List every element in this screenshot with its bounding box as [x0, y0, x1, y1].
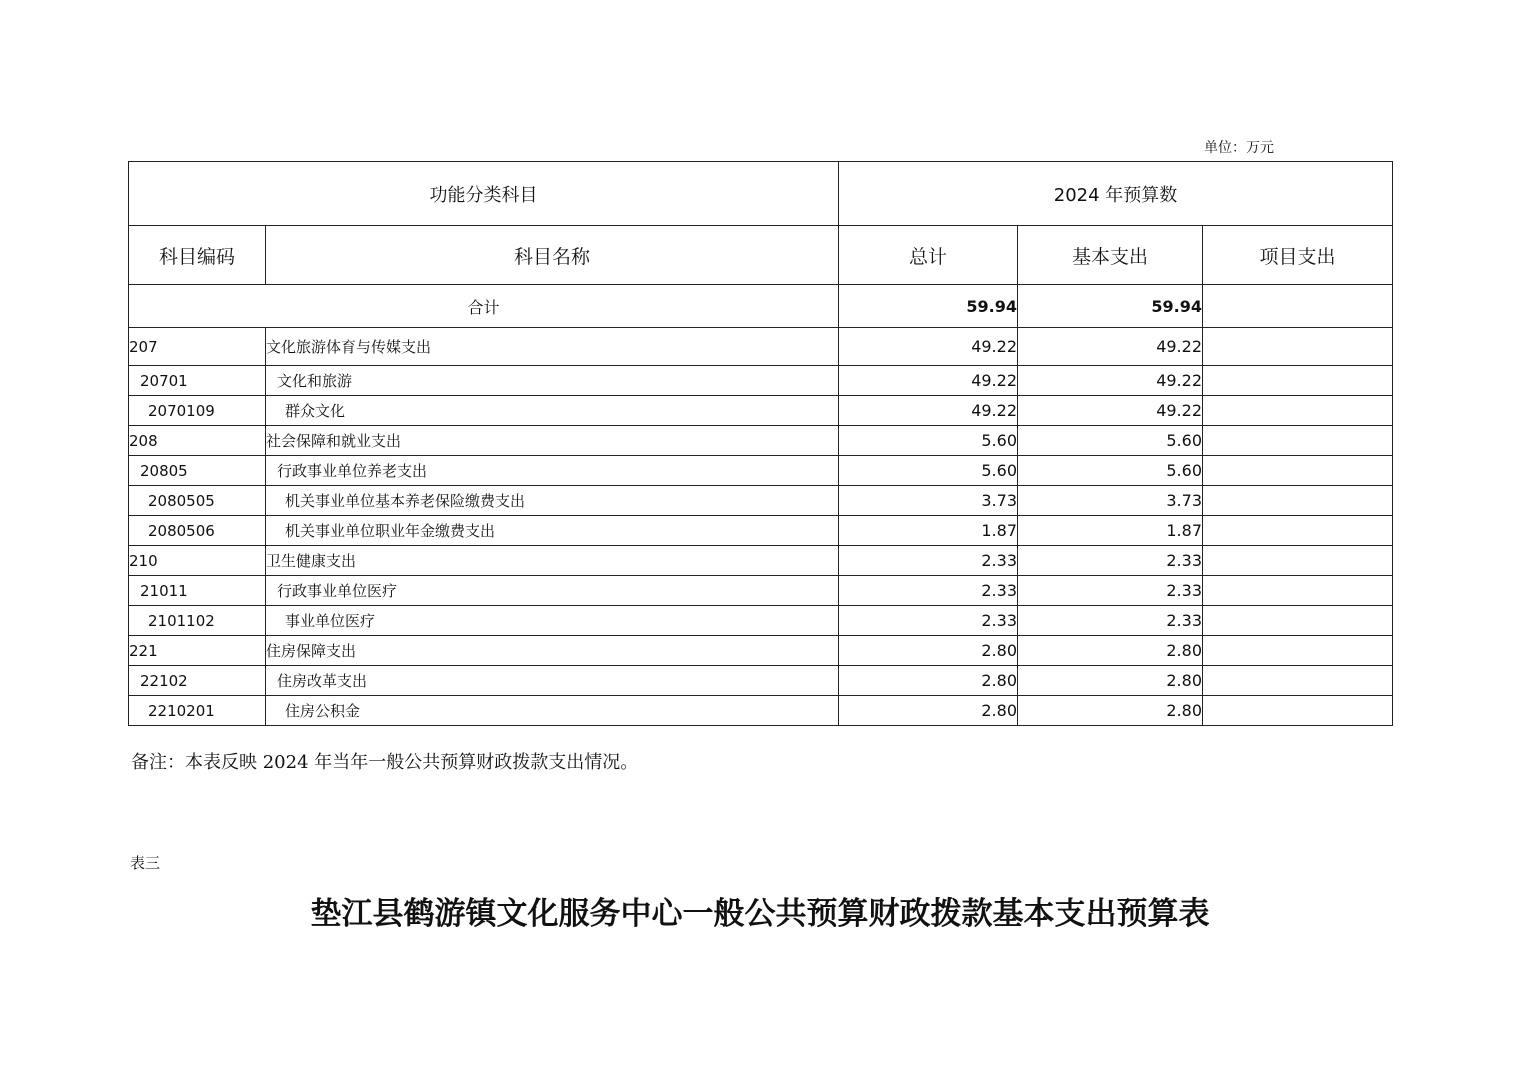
table-row: [129, 456, 1393, 486]
row-code: 20805: [129, 456, 266, 486]
row-basic: 49.22: [1018, 396, 1203, 426]
row-total: 1.87: [839, 516, 1018, 546]
row-name: 文化和旅游: [266, 366, 839, 396]
row-project: [1203, 366, 1393, 396]
row-code: 2101102: [129, 606, 266, 636]
table-note: 备注：本表反映 2024 年当年一般公共预算财政拨款支出情况。: [131, 752, 639, 773]
row-project: [1203, 666, 1393, 696]
table-row: [129, 516, 1393, 546]
total-total: 59.94: [839, 285, 1018, 328]
row-total: 5.60: [839, 456, 1018, 486]
row-code: 21011: [129, 576, 266, 606]
row-project: [1203, 636, 1393, 666]
header-basic: 基本支出: [1018, 226, 1203, 285]
header-code: 科目编码: [129, 226, 266, 285]
unit-label: 单位：万元: [1204, 140, 1274, 156]
row-name: 机关事业单位基本养老保险缴费支出: [266, 486, 839, 516]
row-basic: 2.33: [1018, 576, 1203, 606]
row-name: 行政事业单位医疗: [266, 576, 839, 606]
header-row-2: [129, 226, 1393, 285]
row-total: 49.22: [839, 396, 1018, 426]
row-basic: 2.33: [1018, 606, 1203, 636]
table-row: [129, 606, 1393, 636]
row-project: [1203, 456, 1393, 486]
row-total: 2.80: [839, 666, 1018, 696]
row-basic: 2.33: [1018, 546, 1203, 576]
row-project: [1203, 546, 1393, 576]
row-name: 卫生健康支出: [266, 546, 839, 576]
row-name: 群众文化: [266, 396, 839, 426]
row-total: 49.22: [839, 366, 1018, 396]
row-name: 事业单位医疗: [266, 606, 839, 636]
table-row: [129, 666, 1393, 696]
row-code: 221: [129, 636, 266, 666]
row-code: 2070109: [129, 396, 266, 426]
row-project: [1203, 426, 1393, 456]
row-basic: 49.22: [1018, 328, 1203, 366]
row-code: 20701: [129, 366, 266, 396]
row-basic: 5.60: [1018, 426, 1203, 456]
row-code: 208: [129, 426, 266, 456]
row-total: 2.33: [839, 576, 1018, 606]
table-row: [129, 396, 1393, 426]
row-basic: 2.80: [1018, 666, 1203, 696]
row-code: 207: [129, 328, 266, 366]
table-row: [129, 486, 1393, 516]
row-basic: 2.80: [1018, 696, 1203, 726]
row-total: 5.60: [839, 426, 1018, 456]
row-basic: 2.80: [1018, 636, 1203, 666]
table-row: [129, 696, 1393, 726]
row-project: [1203, 576, 1393, 606]
row-basic: 49.22: [1018, 366, 1203, 396]
row-project: [1203, 396, 1393, 426]
table-row: [129, 636, 1393, 666]
row-code: 2210201: [129, 696, 266, 726]
row-total: 2.80: [839, 696, 1018, 726]
row-total: 2.80: [839, 636, 1018, 666]
header-project: 项目支出: [1203, 226, 1393, 285]
row-name: 住房公积金: [266, 696, 839, 726]
header-name: 科目名称: [266, 226, 839, 285]
row-code: 2080505: [129, 486, 266, 516]
header-row-1: [129, 162, 1393, 226]
row-total: 2.33: [839, 546, 1018, 576]
row-name: 住房保障支出: [266, 636, 839, 666]
table-row: [129, 366, 1393, 396]
table-row: [129, 426, 1393, 456]
row-name: 行政事业单位养老支出: [266, 456, 839, 486]
row-total: 49.22: [839, 328, 1018, 366]
row-name: 社会保障和就业支出: [266, 426, 839, 456]
row-total: 2.33: [839, 606, 1018, 636]
table-label: 表三: [130, 854, 161, 872]
row-basic: 3.73: [1018, 486, 1203, 516]
budget-table: [128, 161, 1393, 726]
row-project: [1203, 486, 1393, 516]
header-total: 总计: [839, 226, 1018, 285]
total-label: 合计: [129, 285, 839, 328]
row-project: [1203, 606, 1393, 636]
total-basic: 59.94: [1018, 285, 1203, 328]
row-name: 住房改革支出: [266, 666, 839, 696]
row-code: 22102: [129, 666, 266, 696]
next-table-title: 垫江县鹤游镇文化服务中心一般公共预算财政拨款基本支出预算表: [310, 896, 1210, 932]
row-name: 文化旅游体育与传媒支出: [266, 328, 839, 366]
total-project: [1203, 285, 1393, 328]
table-row: [129, 328, 1393, 366]
row-name: 机关事业单位职业年金缴费支出: [266, 516, 839, 546]
row-project: [1203, 328, 1393, 366]
table-row: [129, 546, 1393, 576]
row-basic: 5.60: [1018, 456, 1203, 486]
total-row: [129, 285, 1393, 328]
row-project: [1203, 516, 1393, 546]
row-total: 3.73: [839, 486, 1018, 516]
row-code: 2080506: [129, 516, 266, 546]
row-project: [1203, 696, 1393, 726]
row-code: 210: [129, 546, 266, 576]
header-budget-year: 2024 年预算数: [839, 162, 1393, 226]
row-basic: 1.87: [1018, 516, 1203, 546]
table-row: [129, 576, 1393, 606]
header-func-category: 功能分类科目: [129, 162, 839, 226]
